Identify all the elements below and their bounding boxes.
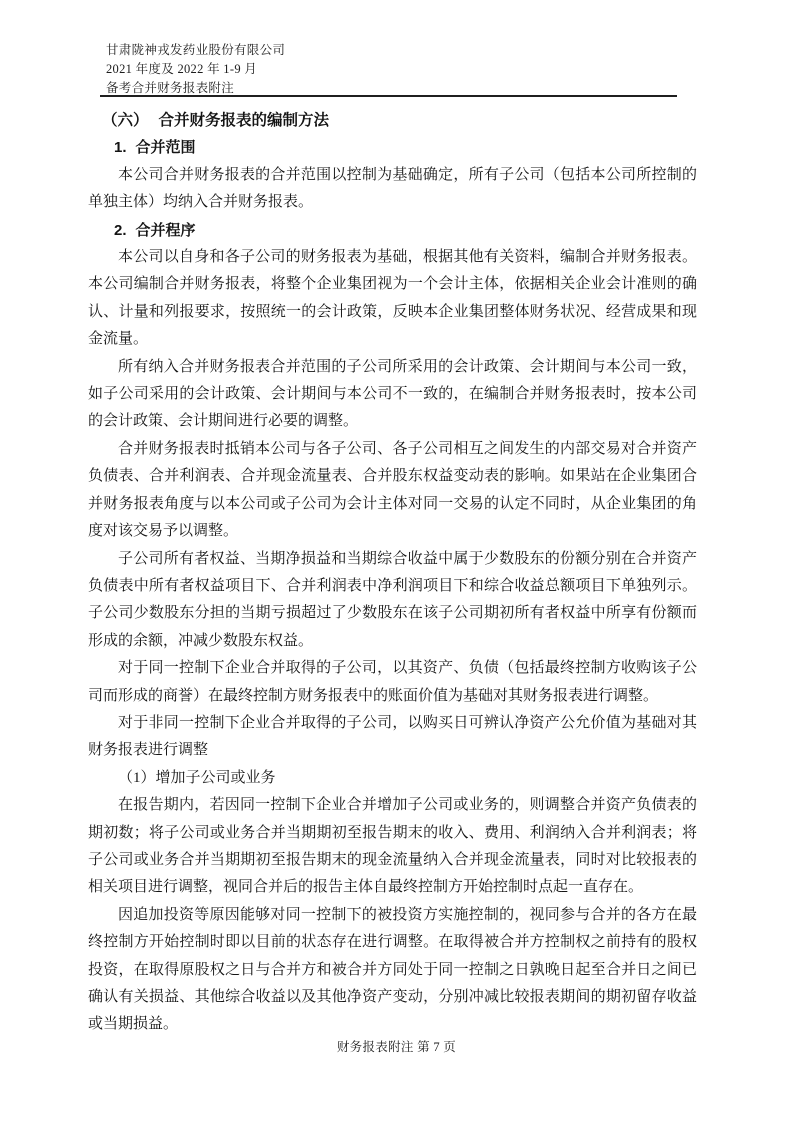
paragraph: 合并财务报表时抵销本公司与各子公司、各子公司相互之间发生的内部交易对合并资产负债表、合并利润表、合并现金流量表、合并股东权益变动表的影响。如果站在企业集团合并财务报表角度与以本公司或子公司为会计主体对同一交易的认定不同时，从企业集团的角度对该交易予以调整。 [88,440,697,540]
paragraph-scope: 本公司合并财务报表的合并范围以控制为基础确定，所有子公司（包括本公司所控制的单独主体）均纳入合并财务报表。 [88,166,697,211]
paragraph: 所有纳入合并财务报表合并范围的子公司所采用的会计政策、会计期间与本公司一致，如子公司采用的会计政策、会计期间与本公司不一致的，在编制合并财务报表时，按本公司的会计政策、会计期间进行必要的调整。 [88,358,697,430]
paragraph: 对于同一控制下企业合并取得的子公司，以其资产、负债（包括最终控制方收购该子公司而形成的商誉）在最终控制方财务报表中的账面价值为基础对其财务报表进行调整。 [88,660,697,704]
subsection-2-number: 2. [114,221,127,239]
subsection-1-number: 1. [114,139,127,157]
document-header [106,41,285,98]
header-divider [100,95,677,97]
paragraph: 因追加投资等原因能够对同一控制下的被投资方实施控制的，视同参与合并的各方在最终控制方开始控制时即以目前的状态存在进行调整。在取得被合并方控制权之前持有的股权投资，在取得原股权之日与合并方和被合并方同处于同一控制之日孰晚日起至合并日之间已确认有关损益、其他综合收益以及其他净资产变动，分别冲减比较报表期间的期初留存收益或当期损益。 [88,906,697,1033]
subsection-2-heading [88,217,697,244]
paragraph: 对于非同一控制下企业合并取得的子公司，以购买日可辨认净资产公允价值为基础对其财务报表进行调整 [88,714,697,759]
section-title: 合并财务报表的编制方法 [158,112,330,129]
section-heading [88,107,697,134]
header-doc-title-line: 备考合并财务报表附注 [106,81,235,95]
document-body [88,107,697,1039]
paragraph: 在报告期内，若因同一控制下企业合并增加子公司或业务的，则调整合并资产负债表的期初数；将子公司或业务合并当期期初至报告期末的收入、费用、利润纳入合并利润表；将子公司或业务合并当期期初至报告期末的现金流量纳入合并现金流量表，同时对比较报表的相关项目进行调整，视同合并后的报告主体自最终控制方开始控制时点起一直存在。 [88,797,697,896]
header-company-line: 甘肃陇神戎发药业股份有限公司 [106,43,286,57]
section-number: （六） [102,112,149,129]
subsection-2-title: 合并程序 [135,221,196,239]
page-footer: 财务报表附注 第 7 页 [336,1040,457,1054]
item-heading: （1）增加子公司或业务 [118,769,276,786]
paragraph: 子公司所有者权益、当期净损益和当期综合收益中属于少数股东的份额分别在合并资产负债表中所有者权益项目下、合并利润表中净利润项目下和综合收益总额项目下单独列示。子公司少数股东分担的当期亏损超过了少数股东在该子公司期初所有者权益中所享有份额而形成的余额，冲减少数股东权益。 [88,550,697,649]
header-period-line: 2021 年度及 2022 年 1-9 月 [106,62,258,76]
subsection-1-heading [88,134,697,161]
subsection-1-title: 合并范围 [135,139,196,157]
paragraph: 本公司以自身和各子公司的财务报表为基础，根据其他有关资料，编制合并财务报表。本公司编制合并财务报表，将整个企业集团视为一个会计主体，依据相关企业会计准则的确认、计量和列报要求，按照统一的会计政策，反映本企业集团整体财务状况、经营成果和现金流量。 [88,249,697,348]
